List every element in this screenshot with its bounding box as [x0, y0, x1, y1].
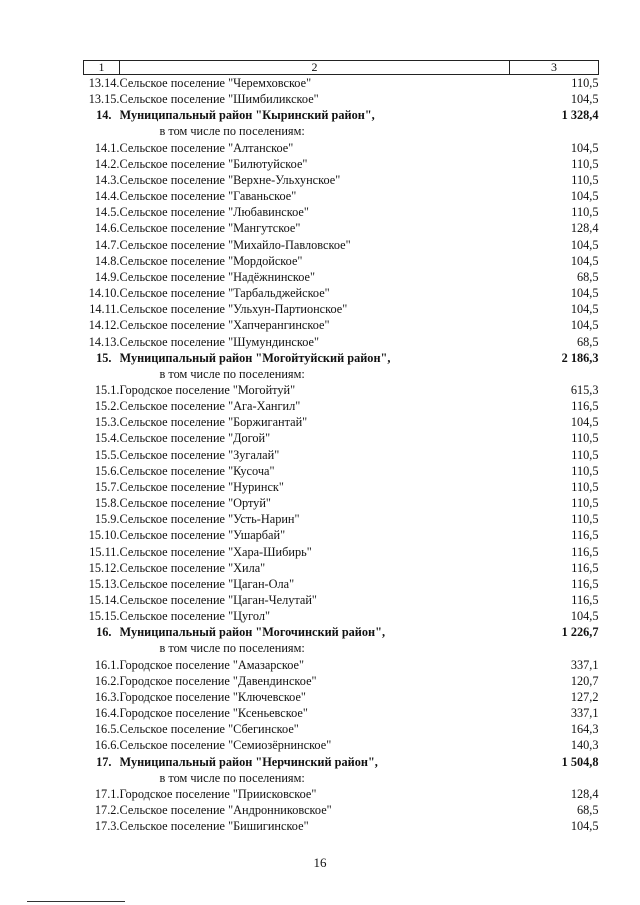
table-row — [84, 737, 599, 753]
table-row — [84, 269, 599, 285]
table-row — [84, 75, 599, 92]
table-row — [84, 301, 599, 317]
row-value: 128,4 — [570, 786, 599, 801]
row-value: 110,5 — [571, 431, 599, 446]
row-number: 15.4. — [94, 431, 120, 446]
row-number: 15.10. — [88, 528, 120, 543]
table-row — [84, 511, 599, 527]
district-row — [84, 754, 599, 770]
subheading-row — [84, 123, 599, 139]
table-row — [84, 527, 599, 543]
row-value — [510, 123, 599, 139]
row-name: Муниципальный район "Могойтуйский район", — [119, 350, 391, 365]
row-name: Сельское поселение "Хапчерангинское" — [119, 318, 330, 333]
row-number: 14.7. — [94, 237, 120, 252]
row-value: 110,5 — [571, 479, 599, 494]
row-number: 16. — [96, 625, 112, 640]
table-row — [84, 673, 599, 689]
row-name: Городское поселение "Ксеньевское" — [119, 706, 308, 721]
row-name: Сельское поселение "Шимбиликское" — [119, 92, 319, 107]
row-value: 127,2 — [570, 689, 599, 704]
district-row — [84, 350, 599, 366]
row-name: Сельское поселение "Сбегинское" — [119, 722, 299, 737]
table-row — [84, 786, 599, 802]
row-name: Сельское поселение "Любавинское" — [119, 205, 309, 220]
row-value: 104,5 — [570, 318, 599, 333]
row-number: 17.1. — [94, 786, 120, 801]
table-row — [84, 317, 599, 333]
table-row — [84, 689, 599, 705]
row-value — [510, 770, 599, 786]
row-name: Муниципальный район "Нерчинский район", — [119, 754, 378, 769]
row-name: в том числе по поселениям: — [159, 641, 305, 656]
row-name: Сельское поселение "Зугалай" — [119, 447, 280, 462]
table-row — [84, 334, 599, 350]
row-number: 15.3. — [94, 415, 120, 430]
row-name: Сельское поселение "Михайло-Павловское" — [119, 237, 351, 252]
row-number: 14.11. — [89, 302, 120, 317]
table-row — [84, 576, 599, 592]
row-number: 15.6. — [94, 463, 120, 478]
row-name: Сельское поселение "Черемховское" — [119, 76, 312, 90]
table-row — [84, 220, 599, 236]
row-value: 110,5 — [571, 156, 599, 171]
table-row — [84, 204, 599, 220]
row-number: 16.4. — [94, 706, 120, 721]
row-name: Городское поселение "Давендинское" — [119, 673, 317, 688]
row-value: 104,5 — [570, 253, 599, 268]
row-number: 15.11. — [89, 544, 120, 559]
table-row — [84, 495, 599, 511]
row-name: Сельское поселение "Андронниковское" — [119, 803, 332, 818]
row-number: 16.1. — [94, 657, 120, 672]
row-name: Сельское поселение "Ортуй" — [119, 496, 271, 511]
row-value: 140,3 — [570, 738, 599, 753]
row-name: Сельское поселение "Усть-Нарин" — [119, 512, 300, 527]
row-name: Сельское поселение "Догой" — [119, 431, 271, 446]
row-number: 14.13. — [88, 334, 120, 349]
row-number: 14.5. — [94, 205, 120, 220]
district-row — [84, 624, 599, 640]
subheading-row — [84, 770, 599, 786]
row-value: 110,5 — [571, 512, 599, 527]
row-name: Сельское поселение "Шумундинское" — [119, 334, 320, 349]
row-name: Сельское поселение "Тарбальджейское" — [119, 286, 330, 301]
row-value: 104,5 — [570, 819, 599, 834]
table-row — [84, 253, 599, 269]
row-value: 68,5 — [576, 269, 599, 284]
row-name: Городское поселение "Могойтуй" — [119, 382, 296, 397]
row-number: 14.2. — [94, 156, 120, 171]
footnote-divider — [27, 901, 125, 902]
row-name: Городское поселение "Приисковское" — [119, 786, 317, 801]
row-value: 110,5 — [571, 205, 599, 220]
table-row — [84, 657, 599, 673]
row-value: 116,5 — [571, 544, 599, 559]
row-name: Муниципальный район "Могочинский район", — [119, 625, 386, 640]
row-number: 16.3. — [94, 689, 120, 704]
row-value: 110,5 — [571, 172, 599, 187]
row-number: 17. — [96, 754, 112, 769]
row-number: 15.13. — [88, 576, 120, 591]
row-value: 68,5 — [576, 803, 599, 818]
row-name: Муниципальный район "Кыринский район", — [119, 108, 375, 123]
row-name: Сельское поселение "Цугол" — [119, 609, 271, 624]
row-number: 14.1. — [94, 140, 120, 155]
row-name: Сельское поселение "Цаган-Ола" — [119, 576, 295, 591]
row-name: в том числе по поселениям: — [159, 366, 305, 381]
row-value: 110,5 — [571, 447, 599, 462]
header-col-3: 3 — [510, 61, 599, 75]
row-value: 1 226,7 — [561, 625, 599, 640]
row-name: Городское поселение "Амазарское" — [119, 657, 305, 672]
row-value — [510, 366, 599, 382]
row-number: 15.7. — [94, 479, 120, 494]
table-row — [84, 802, 599, 818]
row-value: 2 186,3 — [561, 350, 599, 365]
table-row — [84, 544, 599, 560]
row-number: 14.4. — [94, 189, 120, 204]
row-number: 14.8. — [94, 253, 120, 268]
row-number: 15.12. — [88, 560, 120, 575]
row-name: Сельское поселение "Хила" — [119, 560, 266, 575]
row-number: 14.12. — [88, 318, 120, 333]
row-number: 14.10. — [88, 286, 120, 301]
table-row — [84, 430, 599, 446]
row-value: 104,5 — [570, 140, 599, 155]
row-number — [84, 123, 120, 139]
row-value: 104,5 — [570, 609, 599, 624]
row-value: 68,5 — [576, 334, 599, 349]
row-number: 16.6. — [94, 738, 120, 753]
allocation-table — [83, 60, 599, 834]
row-number: 15.5. — [94, 447, 120, 462]
table-row — [84, 592, 599, 608]
row-number: 14.6. — [94, 221, 120, 236]
row-value: 110,5 — [571, 463, 599, 478]
row-name: Сельское поселение "Ульхун-Партионское" — [119, 302, 348, 317]
row-value: 104,5 — [570, 92, 599, 107]
row-value: 128,4 — [570, 221, 599, 236]
row-number: 14. — [96, 108, 112, 123]
table-row — [84, 818, 599, 834]
row-value: 116,5 — [571, 399, 599, 414]
table-row — [84, 479, 599, 495]
row-value: 116,5 — [571, 560, 599, 575]
row-number — [84, 366, 120, 382]
table-row — [84, 172, 599, 188]
table-row — [84, 608, 599, 624]
table-row — [84, 237, 599, 253]
row-number: 13.15. — [88, 92, 120, 107]
row-name: Сельское поселение "Хара-Шибирь" — [119, 544, 312, 559]
row-value: 337,1 — [570, 706, 599, 721]
row-number: 17.3. — [94, 819, 120, 834]
row-name: Сельское поселение "Мордойское" — [119, 253, 303, 268]
row-name: Сельское поселение "Боржигантай" — [119, 415, 308, 430]
row-value: 104,5 — [570, 189, 599, 204]
table-row — [84, 560, 599, 576]
row-name: Сельское поселение "Ага-Хангил" — [119, 399, 301, 414]
table-row — [84, 188, 599, 204]
row-number: 15.9. — [94, 512, 120, 527]
row-value: 116,5 — [571, 576, 599, 591]
row-name: Сельское поселение "Гаваньское" — [119, 189, 297, 204]
row-number — [84, 770, 120, 786]
row-name: Сельское поселение "Семиозёрнинское" — [119, 738, 332, 753]
row-number: 13.14. — [88, 76, 120, 90]
row-value: 1 328,4 — [561, 108, 599, 123]
row-value: 104,5 — [570, 302, 599, 317]
row-number: 14.3. — [94, 172, 120, 187]
table-row — [84, 414, 599, 430]
row-value: 116,5 — [571, 593, 599, 607]
table-row — [84, 398, 599, 414]
row-value: 104,5 — [570, 237, 599, 252]
header-col-2: 2 — [120, 61, 510, 75]
row-name: в том числе по поселениям: — [159, 124, 305, 139]
table-row — [84, 140, 599, 156]
table-row — [84, 285, 599, 301]
row-value: 110,5 — [571, 76, 599, 90]
row-number — [84, 640, 120, 656]
row-number: 16.5. — [94, 722, 120, 737]
row-name: Сельское поселение "Верхне-Ульхунское" — [119, 172, 341, 187]
row-value: 104,5 — [570, 415, 599, 430]
row-name: Сельское поселение "Бишигинское" — [119, 819, 309, 834]
row-number: 14.9. — [94, 269, 120, 284]
table-row — [84, 463, 599, 479]
row-value: 164,3 — [570, 722, 599, 737]
row-name: Сельское поселение "Алтанское" — [119, 140, 294, 155]
row-name: Сельское поселение "Надёжнинское" — [119, 269, 315, 284]
row-number: 15.2. — [94, 399, 120, 414]
row-value: 615,3 — [570, 382, 599, 397]
row-number: 15.14. — [88, 593, 120, 607]
row-name: в том числе по поселениям: — [159, 770, 305, 785]
table-row — [84, 705, 599, 721]
row-value — [510, 640, 599, 656]
row-name: Сельское поселение "Мангутское" — [119, 221, 301, 236]
row-number: 15. — [96, 350, 112, 365]
page-number: 16 — [313, 855, 327, 870]
row-name: Городское поселение "Ключевское" — [119, 689, 306, 704]
row-value: 337,1 — [570, 657, 599, 672]
row-value: 116,5 — [571, 528, 599, 543]
row-number: 15.8. — [94, 496, 120, 511]
table-row — [84, 721, 599, 737]
row-number: 16.2. — [94, 673, 120, 688]
subheading-row — [84, 366, 599, 382]
row-number: 15.1. — [94, 382, 120, 397]
table-row — [84, 382, 599, 398]
row-number: 17.2. — [94, 803, 120, 818]
subheading-row — [84, 640, 599, 656]
table-header-row — [84, 61, 599, 75]
table-body — [84, 61, 599, 835]
table-row — [84, 156, 599, 172]
row-name: Сельское поселение "Ушарбай" — [119, 528, 286, 543]
row-name: Сельское поселение "Нуринск" — [119, 479, 284, 494]
row-value: 110,5 — [571, 496, 599, 511]
row-name: Сельское поселение "Билютуйское" — [119, 156, 308, 171]
row-name: Сельское поселение "Цаган-Челутай" — [119, 593, 317, 607]
table-row — [84, 91, 599, 107]
header-col-1: 1 — [84, 61, 120, 75]
row-value: 120,7 — [570, 673, 599, 688]
district-row — [84, 107, 599, 123]
row-number: 15.15. — [88, 609, 120, 624]
table-row — [84, 447, 599, 463]
row-value: 104,5 — [570, 286, 599, 301]
row-name: Сельское поселение "Кусоча" — [119, 463, 275, 478]
row-value: 1 504,8 — [561, 754, 599, 769]
